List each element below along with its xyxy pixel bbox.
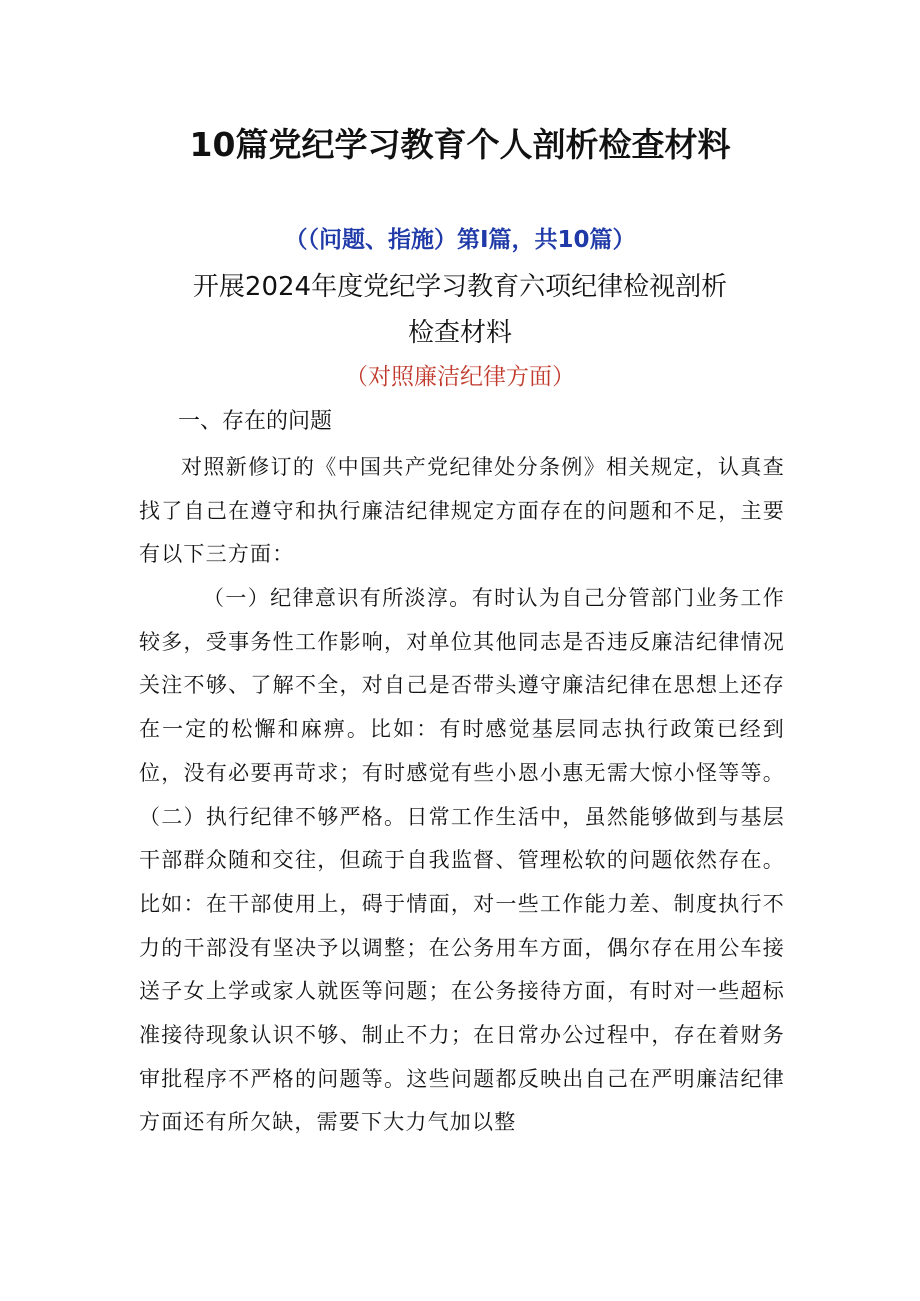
article-title-line1: 开展2024年度党纪学习教育六项纪律检视剖析 <box>192 272 728 302</box>
aspect-subtitle: （对照廉洁纪律方面） <box>345 364 575 390</box>
body-paragraph-problems: （一）纪律意识有所淡淳。有时认为自己分管部门业务工作较多，受事务性工作影响，对单位其他同志是否违反廉洁纪律情况关注不够、了解不全，对自己是否带头遵守廉洁纪律在思想上还存在一定的松懈和麻痹。比如：有时感觉基层同志执行政策已经到位，没有必要再苛求；有时感觉有些小恩小惠无需大惊小怪等等。（二）执行纪律不够严格。日常工作生活中，虽然能够做到与基层干部群众随和交往，但疏于自我监督、管理松软的问题依然存在。比如：在干部使用上，碍于情面，对一些工作能力差、制度执行不力的干部没有坚决予以调整；在公务用车方面，偶尔存在用公车接送子女上学或家人就医等问题；在公务接待方面，有时对一些超标准接待现象认识不够、制止不力；在日常办公过程中，存在着财务审批程序不严格的问题等。这些问题都反映出自己在严明廉洁纪律方面还有所欠缺，需要下大力气加以整 <box>139 586 785 1135</box>
article-title-line2: 检查材料 <box>407 318 512 348</box>
body-paragraph-intro: 对照新修订的《中国共产党纪律处分条例》相关规定，认真查找了自己在遵守和执行廉洁纪律规定方面存在的问题和不足，主要有以下三方面： <box>139 455 785 567</box>
document-title: 10篇党纪学习教育个人剖析检查材料 <box>189 125 731 164</box>
article-title <box>0 264 920 356</box>
section-heading: 一、存在的问题 <box>178 409 333 434</box>
series-label: （（问题、指施）第I篇，共10篇） <box>284 227 636 253</box>
